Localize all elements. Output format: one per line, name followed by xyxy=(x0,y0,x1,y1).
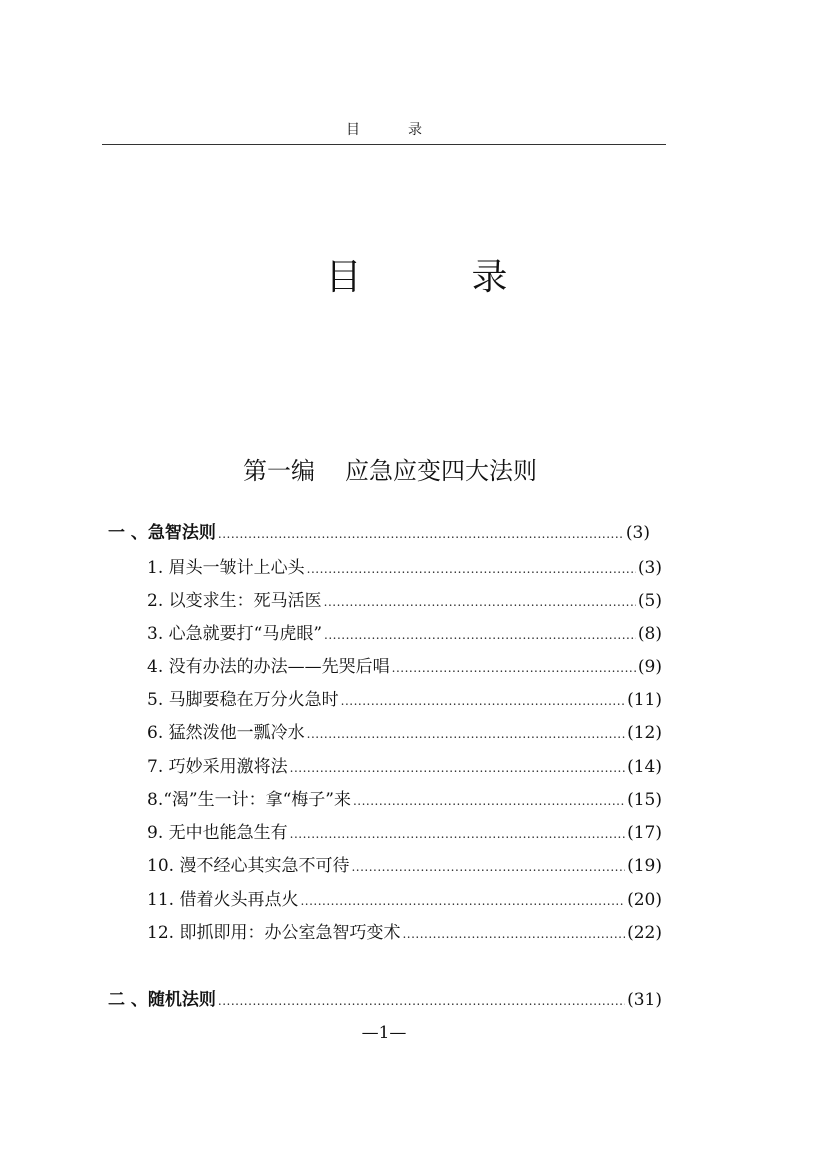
toc-entry-12[interactable] xyxy=(147,921,662,945)
toc-entry-10[interactable] xyxy=(147,854,662,878)
toc-page-number: (9) xyxy=(637,657,662,677)
running-header-left: 目 xyxy=(346,122,360,138)
toc-entry-9[interactable] xyxy=(147,821,662,845)
toc-entry-3[interactable] xyxy=(147,622,662,646)
toc-entry-11[interactable] xyxy=(147,888,662,912)
toc-page-number: (19) xyxy=(627,856,662,876)
toc-page-number: (17) xyxy=(627,823,662,843)
toc-leader xyxy=(307,557,636,581)
toc-entry-label: 3. 心急就要打“马虎眼” xyxy=(147,624,323,644)
toc-page-number: (22) xyxy=(627,923,662,943)
toc-leader xyxy=(218,989,625,1013)
toc-entry-1[interactable] xyxy=(147,556,662,580)
toc-page-number: (12) xyxy=(627,723,662,743)
toc-page-number: (15) xyxy=(627,790,662,810)
running-header xyxy=(102,119,666,139)
toc-entry-4[interactable] xyxy=(147,655,662,679)
toc-leader xyxy=(341,689,625,713)
toc-chapter-label: 一 、急智法则 xyxy=(108,523,216,543)
toc-entry-8[interactable] xyxy=(147,788,662,812)
toc-entry-label: 2. 以变求生：死马活医 xyxy=(147,591,322,611)
toc-entry-7[interactable] xyxy=(147,755,662,779)
toc-page-number: (11) xyxy=(627,690,662,710)
toc-entry-label: 6. 猛然泼他一瓢冷水 xyxy=(147,723,305,743)
toc-entry-label: 8.“渴”生一计：拿“梅子”来 xyxy=(147,790,351,810)
page-title-right: 录 xyxy=(471,257,508,298)
toc-page-number: (14) xyxy=(627,757,662,777)
toc-leader xyxy=(324,623,636,647)
toc-entry-label: 5. 马脚要稳在万分火急时 xyxy=(147,690,339,710)
toc-entry-6[interactable] xyxy=(147,721,662,745)
toc-page-number: (31) xyxy=(627,990,662,1010)
toc-leader xyxy=(324,590,636,614)
page-title xyxy=(0,254,833,302)
toc-entry-label: 10. 漫不经心其实急不可待 xyxy=(147,856,350,876)
toc-page-number: (8) xyxy=(637,624,662,644)
part-title xyxy=(0,455,780,487)
toc-leader xyxy=(351,855,625,879)
toc-entry-label: 1. 眉头一皱计上心头 xyxy=(147,558,305,578)
toc-entry-label: 11. 借着火头再点火 xyxy=(147,890,299,910)
toc-page-number: (3) xyxy=(637,558,662,578)
toc-entry-5[interactable] xyxy=(147,688,662,712)
part-name: 应急应变四大法则 xyxy=(345,457,537,485)
toc-leader xyxy=(392,656,636,680)
toc-entry-2[interactable] xyxy=(147,589,662,613)
page-number: —1— xyxy=(361,1023,407,1043)
toc-chapter-1[interactable] xyxy=(108,521,650,545)
toc-leader xyxy=(353,789,625,813)
toc-entry-label: 4. 没有办法的办法——先哭后唱 xyxy=(147,657,390,677)
toc-leader xyxy=(218,522,624,546)
toc-entry-label: 12. 即抓即用：办公室急智巧变术 xyxy=(147,923,401,943)
toc-page-number: (5) xyxy=(637,591,662,611)
toc-entry-label: 7. 巧妙采用激将法 xyxy=(147,757,288,777)
page-title-left: 目 xyxy=(325,257,362,298)
header-rule xyxy=(102,144,666,145)
toc-page-number: (3) xyxy=(625,523,650,543)
toc-chapter-2[interactable] xyxy=(108,988,662,1012)
toc-leader xyxy=(290,756,625,780)
part-number: 第一编 xyxy=(243,457,315,485)
toc-leader xyxy=(307,722,625,746)
toc-entry-label: 9. 无中也能急生有 xyxy=(147,823,288,843)
running-header-right: 录 xyxy=(408,122,422,138)
toc-chapter-label: 二 、随机法则 xyxy=(108,990,216,1010)
toc-page-number: (20) xyxy=(627,890,662,910)
toc-leader xyxy=(300,889,625,913)
toc-leader xyxy=(290,822,625,846)
toc-leader xyxy=(402,922,625,946)
